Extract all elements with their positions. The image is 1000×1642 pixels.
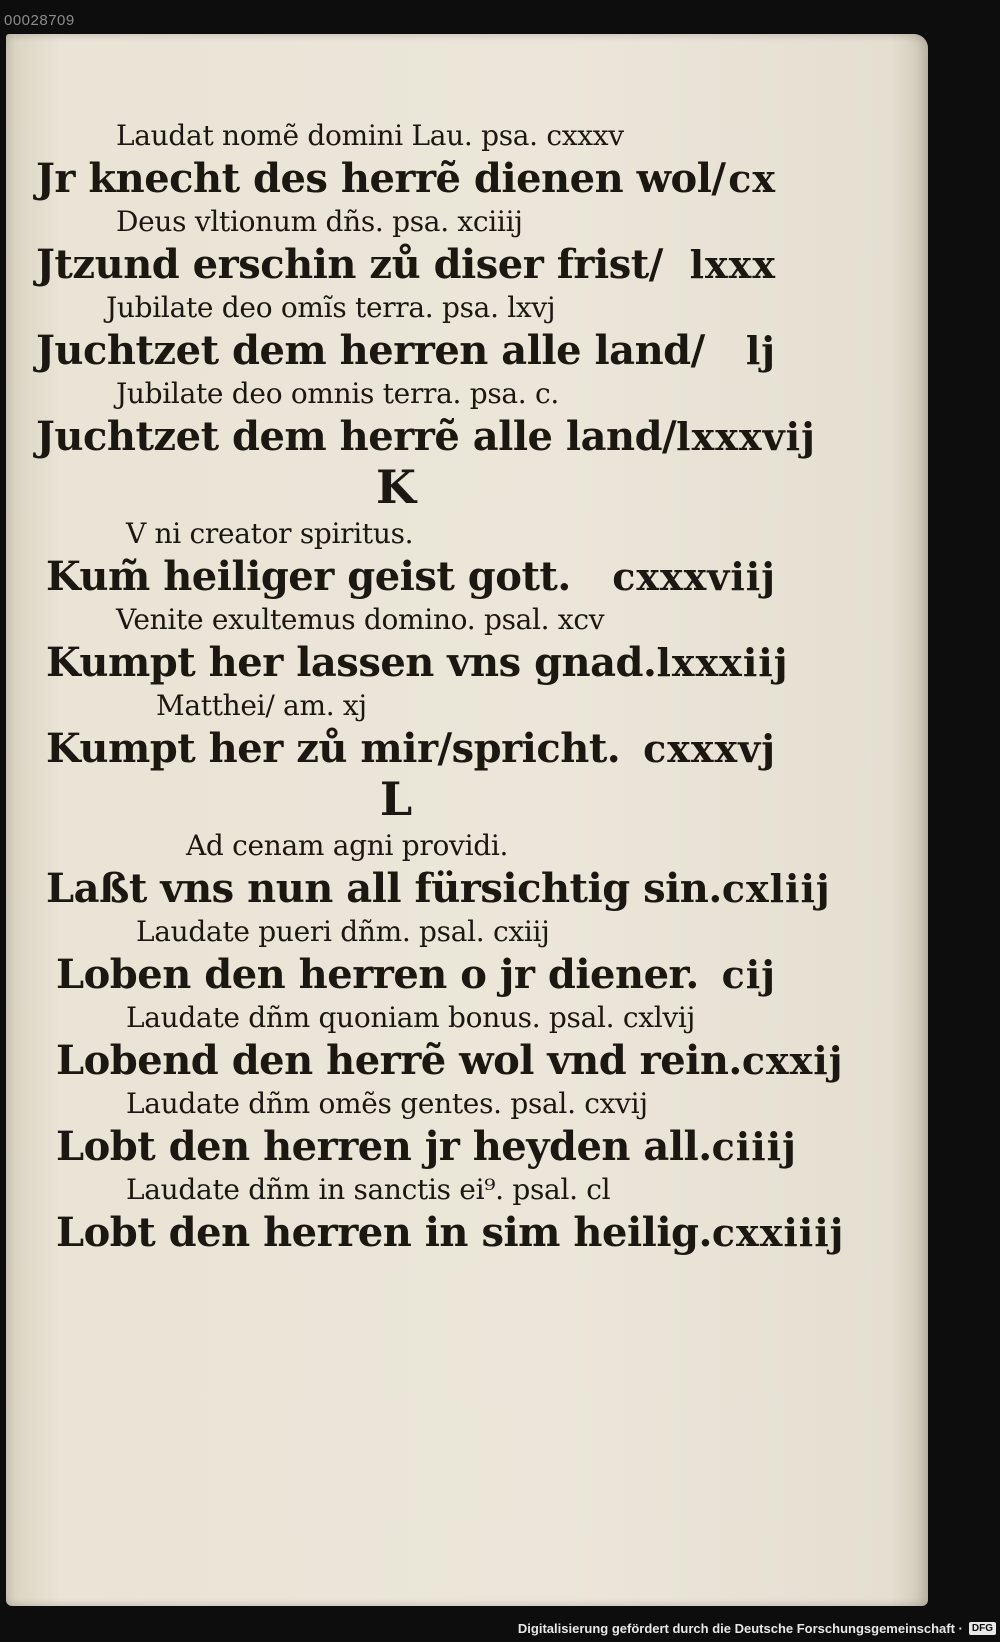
hymn-title: Kumpt her zů mir/spricht. [46,725,621,772]
latin-incipit: Laudat nomẽ domini Lau. psa. cxxxv [116,119,624,152]
page-number: cxliij [721,866,831,911]
page-number: cxxxvj [643,726,776,771]
latin-incipit: Deus vltionum dñs. psa. xciiij [116,205,523,238]
hymn-title-line [36,328,776,374]
page-number: cxxiiij [711,1210,845,1255]
hymn-title: Kum̃ heiliger geist gott. [46,553,571,600]
hymn-title: Kumpt her lassen vns gnad. [46,639,657,686]
page-number: lxxxiij [656,640,789,685]
latin-incipit: Jubilate deo omĩs terra. psa. lxvj [106,291,556,324]
hymn-title: Jr knecht des herrẽ dienen wol/ [36,155,726,202]
hymn-title-line [36,1209,845,1256]
hymn-title-line [36,865,831,912]
page-number: cx [728,156,776,201]
latin-incipit: Ad cenam agni providi. [186,829,509,862]
latin-incipit: Laudate dñm quoniam bonus. psal. cxlvij [126,1001,695,1034]
hymn-title-line [36,242,776,288]
page-number: lxxxvij [676,414,816,459]
latin-incipit: Laudate dñm in sanctis ei⁹. psal. cl [126,1173,611,1206]
latin-incipit: Laudate dñm omẽs gentes. psal. cxvij [126,1087,648,1120]
page-number: cij [721,952,776,997]
latin-incipit: Venite exultemus domino. psal. xcv [116,603,605,636]
hymn-title: Jtzund erschin zů diser frist/ [36,241,663,288]
hymn-title: Loben den herren o jr diener. [56,951,699,998]
hymn-title-line [36,639,789,686]
funding-text: Digitalisierung gefördert durch die Deutsche Forschungsgemeinschaft · [517,1621,963,1636]
funding-footer [518,1621,996,1636]
hymn-title-line [36,554,776,600]
hymn-title-line [36,726,776,772]
scan-id-label: 00028709 [4,12,75,29]
page-number: cxxxviij [612,554,776,599]
hymn-title-line [36,1037,844,1084]
book-page [6,34,928,1606]
hymn-title-line [36,413,816,460]
latin-incipit: Jubilate deo omnis terra. psa. c. [116,377,559,410]
section-letter: K [376,460,416,514]
hymn-title-line [36,952,776,998]
page-number: lxxx [689,242,776,287]
register-list [36,116,845,1256]
page-number: cxxij [741,1038,844,1083]
page-number: ciiij [711,1124,797,1169]
hymn-title: Juchtzet dem herrẽ alle land/ [36,413,677,460]
dfg-logo: DFG [969,1622,996,1635]
hymn-title: Lobt den herren in sim heilig. [56,1209,712,1256]
latin-incipit: V ni creator spiritus. [126,517,414,550]
latin-incipit: Matthei/ am. xj [156,689,367,722]
hymn-title-line [36,156,776,202]
section-letter: L [379,772,413,826]
hymn-title: Laßt vns nun all fürsichtig sin. [46,865,722,912]
hymn-title: Lobend den herrẽ wol vnd rein. [56,1037,742,1084]
hymn-title-line [36,1123,797,1170]
hymn-title: Juchtzet dem herren alle land/ [36,327,705,374]
latin-incipit: Laudate pueri dñm. psal. cxiij [136,915,550,948]
hymn-title: Lobt den herren jr heyden all. [56,1123,712,1170]
page-number: lj [745,328,776,373]
